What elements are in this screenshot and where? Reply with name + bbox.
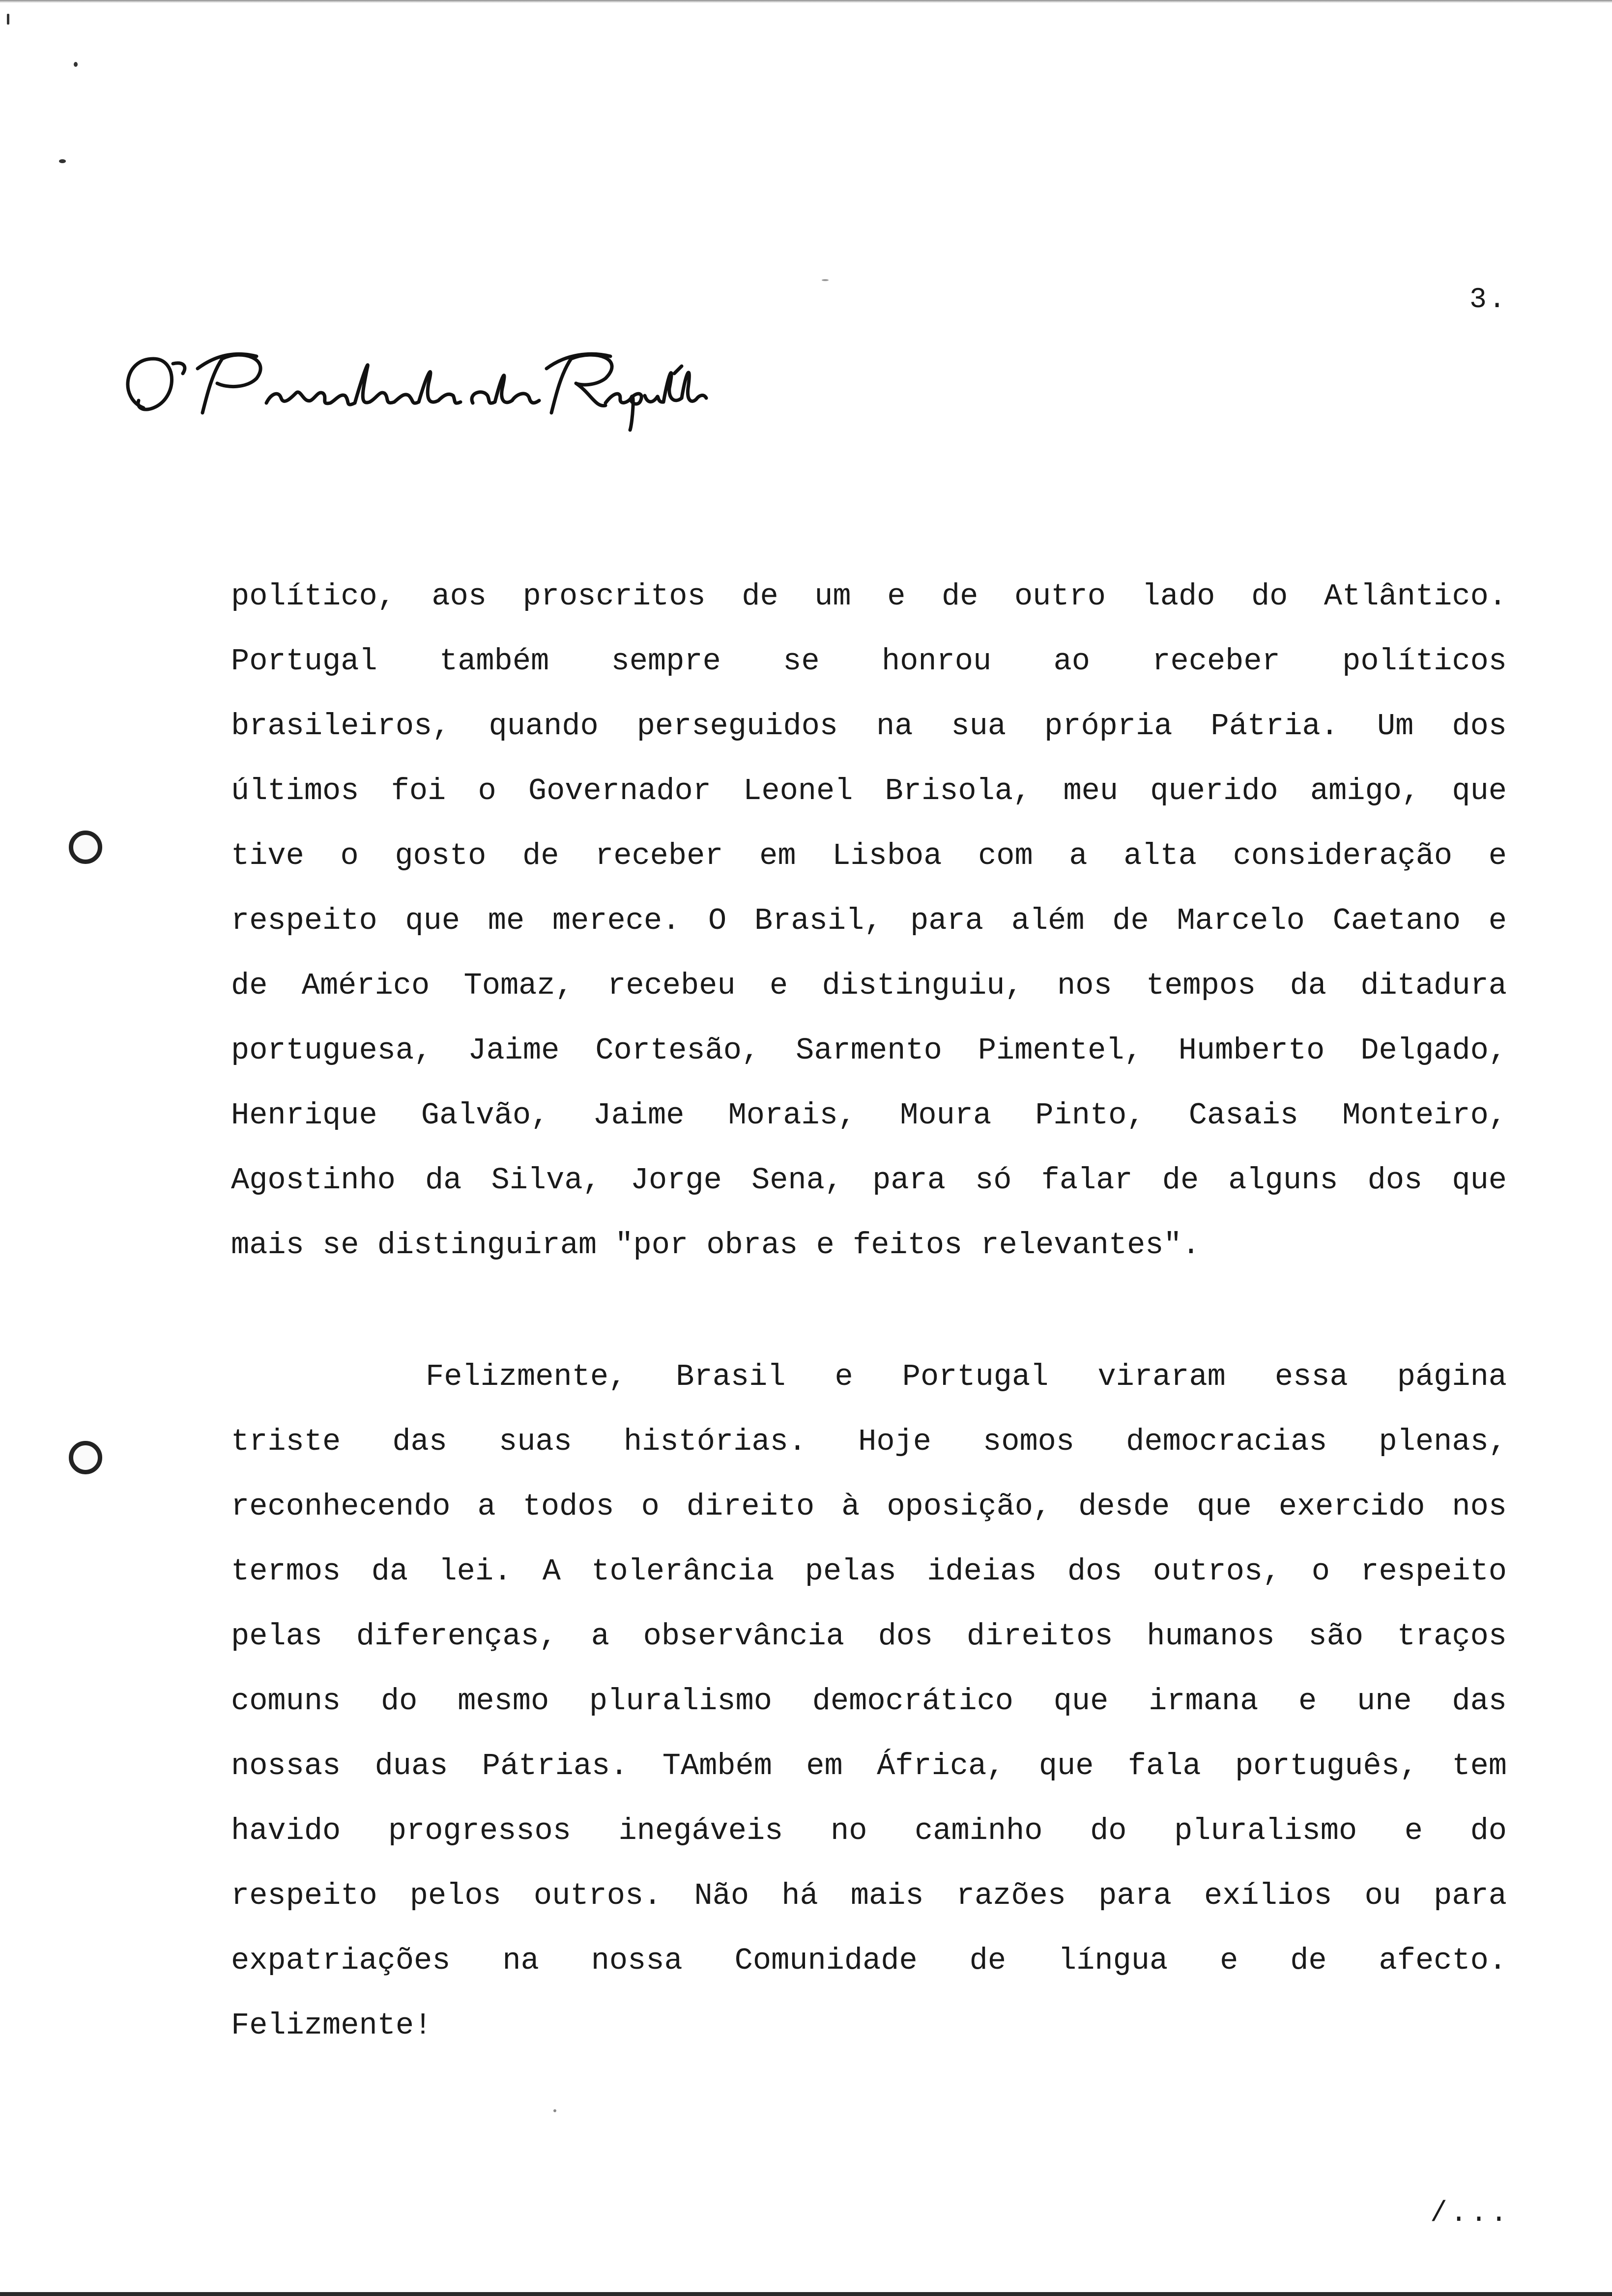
text-line: Portugal também sempre se honrou ao receber políticos [231,644,1507,679]
punch-hole [69,1441,102,1474]
scan-top-edge [0,0,1612,3]
text-line: respeito que me merece. O Brasil, para além de Marcelo Caetano e [231,903,1507,938]
scan-bottom-edge [0,2292,1612,2296]
paragraph-spacer [231,1278,1507,1345]
scan-speck [822,279,829,281]
paragraph-2 [231,1345,1507,2058]
text-line: mais se distinguiram "por obras e feitos relevantes". [231,1228,1200,1263]
text-line: Felizmente, Brasil e Portugal viraram essa página [426,1359,1507,1394]
text-line: brasileiros, quando perseguidos na sua própria Pátria. Um dos [231,709,1507,744]
scan-speck [59,159,66,163]
text-line: triste das suas histórias. Hoje somos democracias plenas, [231,1424,1507,1459]
text-line: nossas duas Pátrias. TAmbém em África, que fala português, tem [231,1749,1507,1783]
text-line: tive o gosto de receber em Lisboa com a alta consideração e [231,838,1507,873]
text-line: respeito pelos outros. Não há mais razões para exílios ou para [231,1878,1507,1913]
text-line: últimos foi o Governador Leonel Brisola, meu querido amigo, que [231,774,1507,808]
scan-speck [7,14,9,25]
letter-body [231,564,1507,2058]
scan-speck [74,62,78,67]
text-line: expatriações na nossa Comunidade de língua e de afecto. [231,1943,1507,1978]
text-line: pelas diferenças, a observância dos direitos humanos são traços [231,1619,1507,1654]
text-line: havido progressos inegáveis no caminho do pluralismo e do [231,1813,1507,1848]
letterhead-script-logo [109,339,709,437]
text-line: político, aos proscritos de um e de outro lado do Atlântico. [231,579,1507,614]
text-line: Henrique Galvão, Jaime Morais, Moura Pinto, Casais Monteiro, [231,1098,1507,1133]
text-line: comuns do mesmo pluralismo democrático que irmana e une das [231,1684,1507,1719]
scan-speck [553,2109,556,2112]
text-line: reconhecendo a todos o direito à oposição, desde que exercido nos [231,1489,1507,1524]
continuation-mark: /... [1430,2198,1511,2230]
text-line: de Américo Tomaz, recebeu e distinguiu, nos tempos da ditadura [231,968,1507,1003]
punch-hole [69,831,102,864]
text-line: Agostinho da Silva, Jorge Sena, para só falar de alguns dos que [231,1163,1507,1198]
paragraph-1 [231,564,1507,1278]
text-line: termos da lei. A tolerância pelas ideias dos outros, o respeito [231,1554,1507,1589]
text-line: portuguesa, Jaime Cortesão, Sarmento Pimentel, Humberto Delgado, [231,1033,1507,1068]
text-line: Felizmente! [231,2008,432,2043]
page-number: 3. [1469,284,1508,316]
